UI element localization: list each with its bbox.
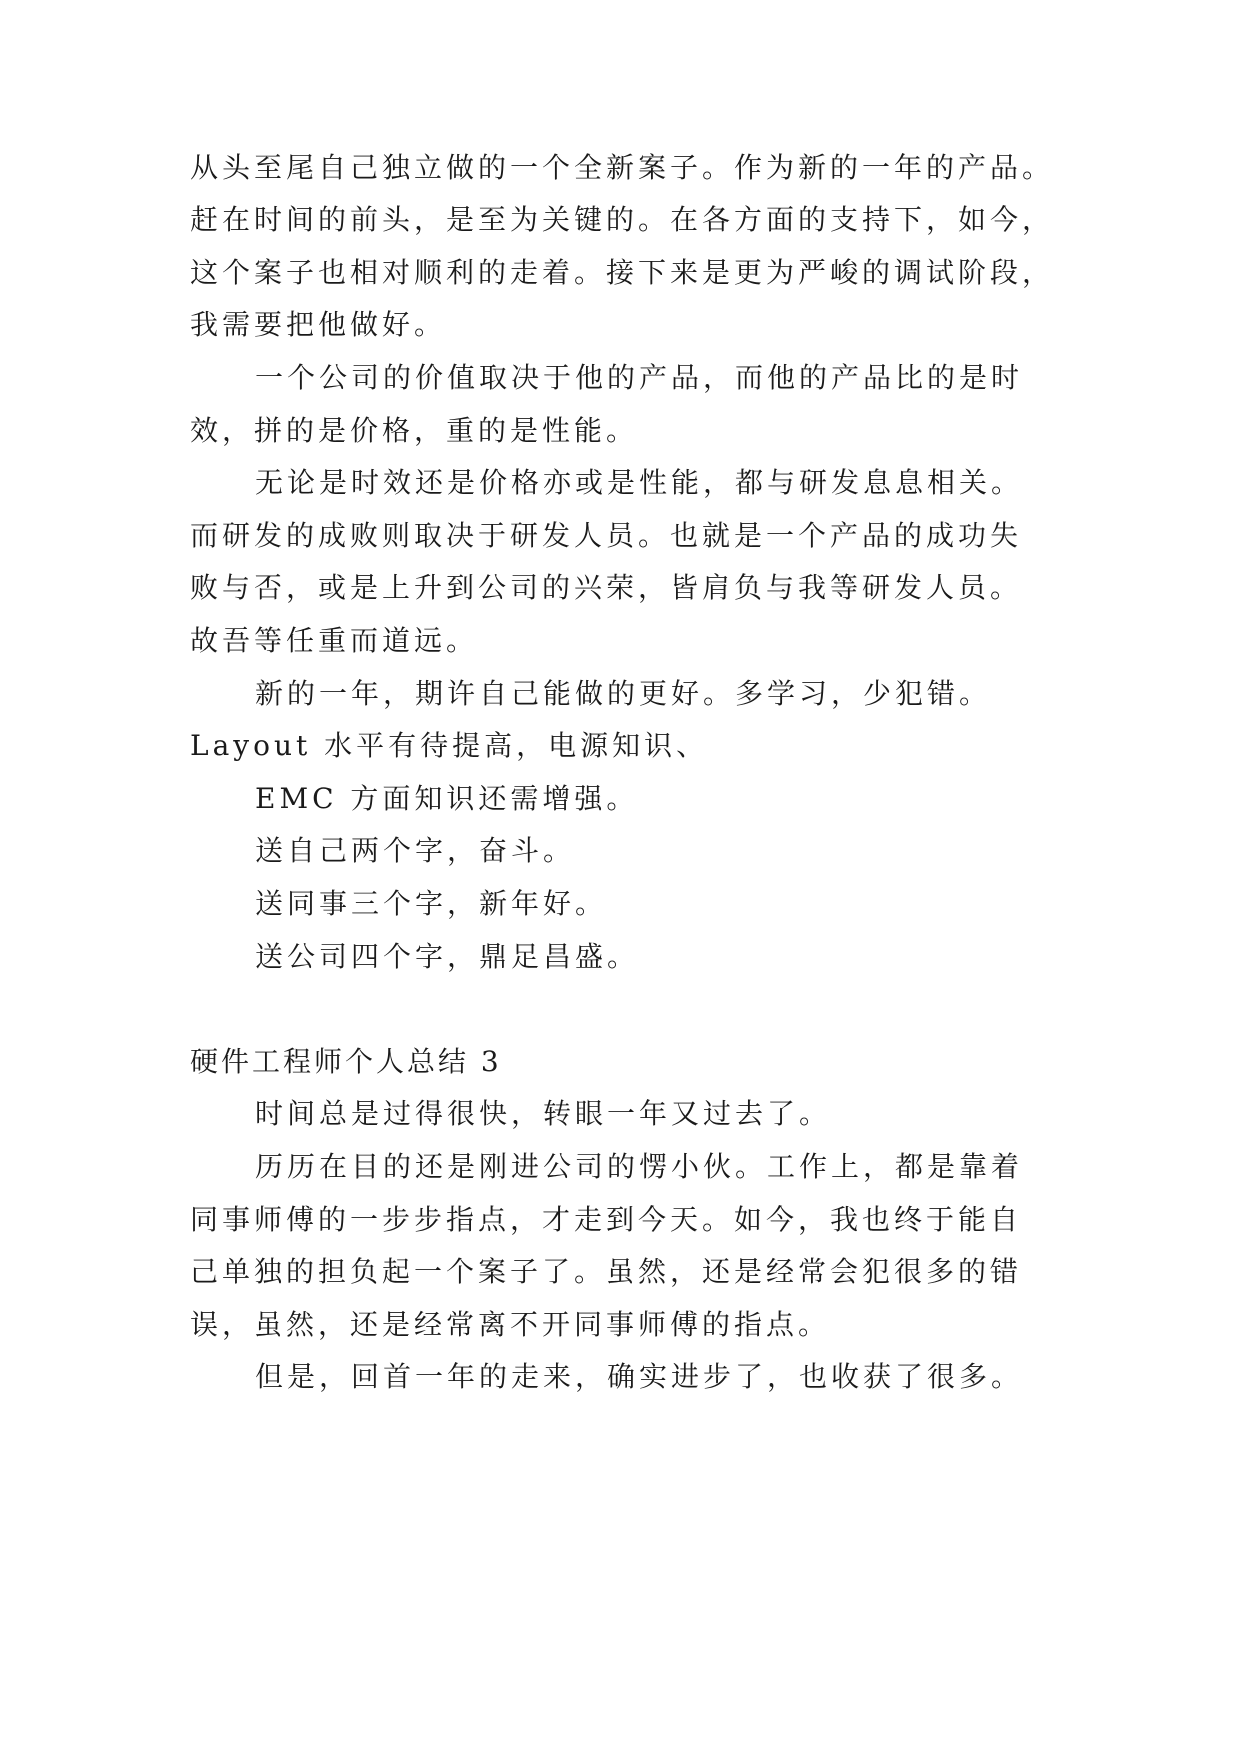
paragraph-line: Layout 水平有待提高，电源知识、: [190, 729, 709, 762]
paragraph-line: 时间总是过得很快，转眼一年又过去了。: [255, 1097, 832, 1130]
paragraph-line: 一个公司的价值取决于他的产品，而他的产品比的是时: [255, 361, 1024, 394]
section-heading: 硬件工程师个人总结 3: [190, 1045, 502, 1078]
paragraph-line: 新的一年，期许自己能做的更好。多学习，少犯错。: [255, 677, 992, 710]
paragraph-line: 这个案子也相对顺利的走着。接下来是更为严峻的调试阶段，: [190, 256, 1055, 289]
paragraph-line: 送公司四个字，鼎足昌盛。: [255, 940, 640, 973]
paragraph-line: 同事师傅的一步步指点，才走到今天。如今，我也终于能自: [190, 1203, 1023, 1236]
paragraph-line: 但是，回首一年的走来，确实进步了，也收获了很多。: [255, 1360, 1024, 1393]
paragraph-line: 无论是时效还是价格亦或是性能，都与研发息息相关。: [255, 466, 1024, 499]
paragraph-line: 而研发的成败则取决于研发人员。也就是一个产品的成功失: [190, 519, 1023, 552]
paragraph-line: 败与否，或是上升到公司的兴荣，皆肩负与我等研发人员。: [190, 571, 1023, 604]
paragraph-line: 赶在时间的前头，是至为关键的。在各方面的支持下，如今，: [190, 203, 1055, 236]
paragraph-line: 己单独的担负起一个案子了。虽然，还是经常会犯很多的错: [190, 1255, 1023, 1288]
paragraph-line: 我需要把他做好。: [190, 308, 447, 341]
paragraph-line: 效，拼的是价格，重的是性能。: [190, 414, 639, 447]
paragraph-line: 故吾等任重而道远。: [190, 624, 479, 657]
paragraph-line: EMC 方面知识还需增强。: [255, 782, 639, 815]
paragraph-line: 送同事三个字，新年好。: [255, 887, 608, 920]
paragraph-line: 从头至尾自己独立做的一个全新案子。作为新的一年的产品。: [190, 151, 1055, 184]
paragraph-line: 送自己两个字，奋斗。: [255, 834, 576, 867]
paragraph-line: 误，虽然，还是经常离不开同事师傅的指点。: [190, 1308, 831, 1341]
paragraph-line: 历历在目的还是刚进公司的愣小伙。工作上，都是靠着: [255, 1150, 1024, 1183]
